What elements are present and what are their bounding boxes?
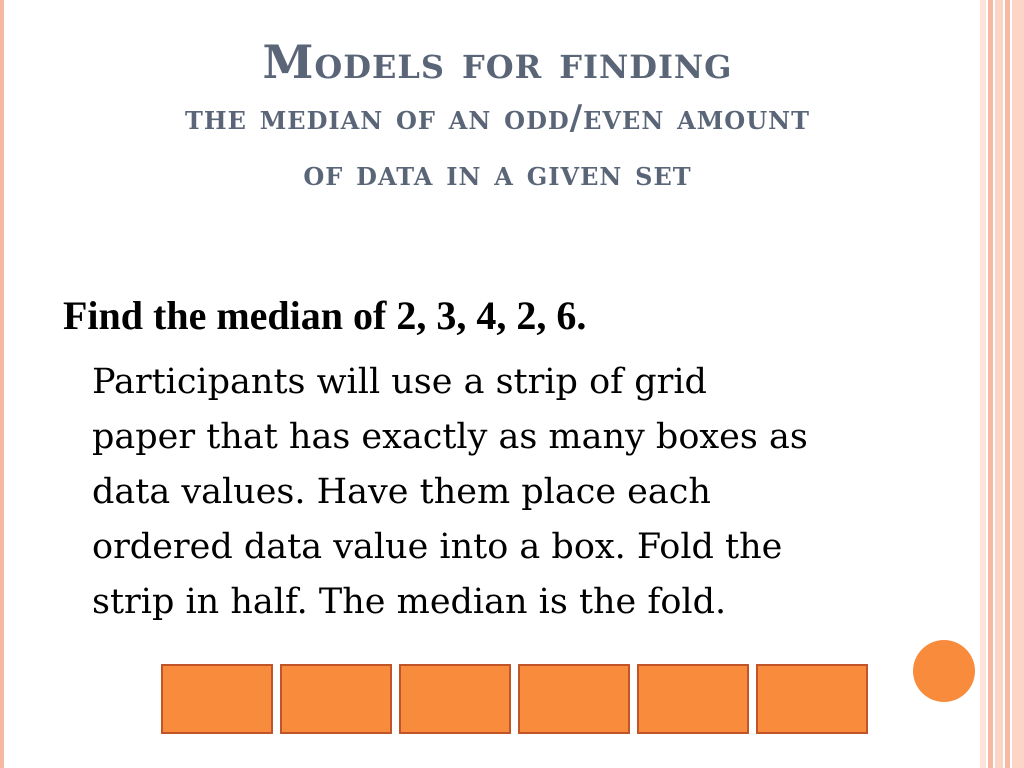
body-line: ordered data value into a box. Fold the — [92, 527, 783, 567]
right-stripe-decoration — [980, 0, 1024, 768]
title-line-1: Models for finding — [262, 35, 733, 89]
grid-box — [399, 664, 511, 734]
title-line-3: of data in a given set — [303, 154, 692, 194]
body-line: paper that has exactly as many boxes as — [92, 417, 808, 457]
body-paragraph — [92, 355, 962, 630]
body-line: Participants will use a strip of grid — [92, 362, 707, 402]
left-border-decoration — [0, 0, 4, 768]
grid-strip — [161, 664, 868, 734]
orange-circle-decoration — [913, 640, 975, 702]
body-line: data values. Have them place each — [92, 472, 711, 512]
grid-box — [518, 664, 630, 734]
body-line: strip in half. The median is the fold. — [92, 582, 727, 622]
grid-box — [637, 664, 749, 734]
slide-title — [40, 34, 955, 202]
grid-box — [756, 664, 868, 734]
title-line-2: the median of an odd/even amount — [185, 98, 810, 138]
question-heading: Find the median of 2, 3, 4, 2, 6. — [63, 293, 587, 338]
grid-box — [161, 664, 273, 734]
grid-box — [280, 664, 392, 734]
